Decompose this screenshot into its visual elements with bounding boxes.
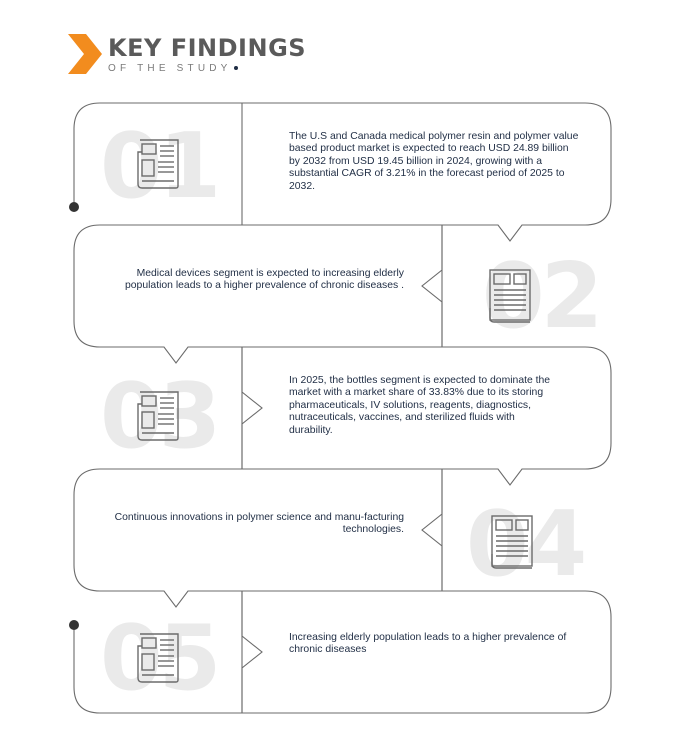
finding-number-03: 03 bbox=[100, 364, 218, 469]
page-title: KEY FINDINGS bbox=[108, 34, 307, 62]
newspaper-icon bbox=[488, 514, 534, 570]
newspaper-icon bbox=[136, 390, 182, 442]
finding-text-05: Increasing elderly population leads to a higher prevalence of chronic diseases bbox=[289, 632, 567, 656]
finding-text-04: Continuous innovations in polymer science and manu-facturing technologies. bbox=[114, 512, 404, 536]
finding-number-04: 04 bbox=[466, 492, 584, 597]
finding-text-03: In 2025, the bottles segment is expected to dominate the market with a market share of 33.83% due to its storing pharmaceuticals, IV solutions, reagents, diagnostics, nutraceuticals, vaccines, and sterilized fluids with durability. bbox=[289, 375, 551, 436]
finding-number-05: 05 bbox=[100, 606, 218, 711]
newspaper-icon bbox=[486, 268, 532, 324]
page-subtitle: OF THE STUDY bbox=[108, 63, 238, 74]
finding-number-01: 01 bbox=[100, 114, 218, 219]
newspaper-icon bbox=[136, 138, 182, 190]
finding-text-02: Medical devices segment is expected to increasing elderly population leads to a higher prevalence of chronic diseases . bbox=[125, 268, 404, 292]
finding-number-02: 02 bbox=[482, 244, 600, 349]
finding-text-01: The U.S and Canada medical polymer resin and polymer value based product market is expected to reach USD 24.89 billion by 2032 from USD 19.45 billion in 2024, growing with a substantial CAGR of 3.21% in the forecast period of 2025 to 2032. bbox=[289, 131, 579, 192]
newspaper-icon bbox=[136, 632, 182, 684]
